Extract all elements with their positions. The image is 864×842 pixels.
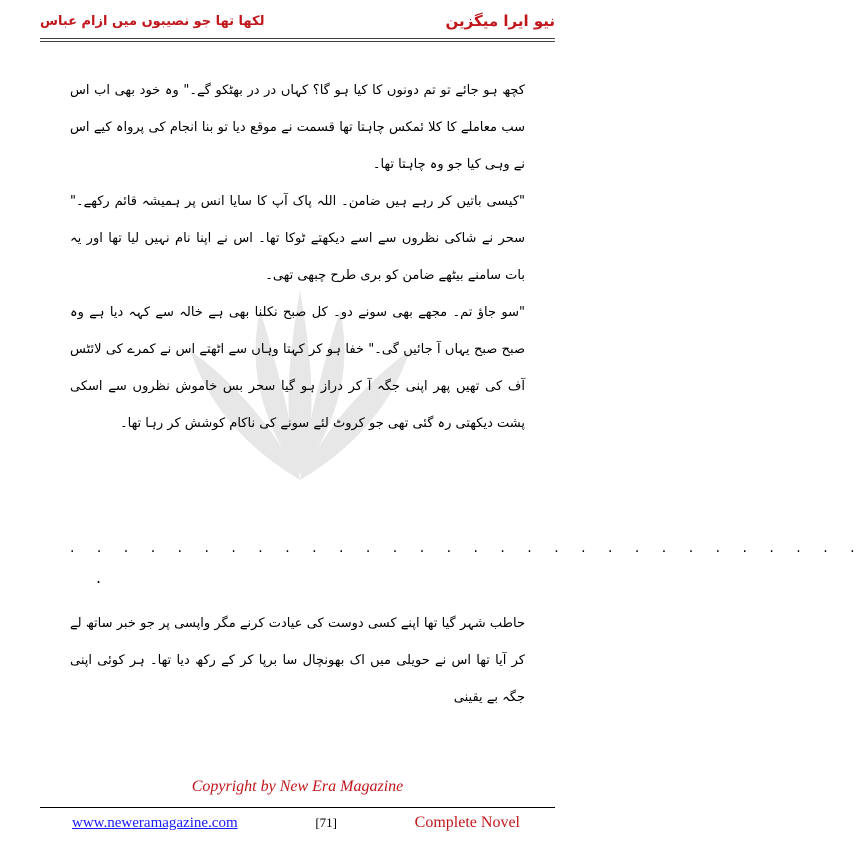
- separator-dot: .: [96, 568, 102, 587]
- header-divider: [40, 38, 555, 42]
- paragraph: حاطب شہر گیا تھا اپنے کسی دوست کی عیادت کرنے مگر واپسی پر جو خبر ساتھ لے کر آیا تھا اس نے حویلی میں اک بھونچال سا برپا کر کے رکھ دیا تھا۔ ہر کوئی اپنی جگہ بے یقینی: [70, 616, 525, 705]
- page-footer: [72, 814, 520, 832]
- footer-divider: [40, 807, 555, 808]
- website-link[interactable]: www.neweramagazine.com: [72, 814, 238, 831]
- paragraph: "کیسی باتیں کر رہے ہیں ضامن۔ اللہ پاک آپ کا سایا انس پر ہمیشہ قائم رکھے۔" سحر نے شاکی نظروں سے اسے دیکھتے ٹوکا تھا۔ اس نے اپنا نام نہیں لیا تھا اور یہ بات سامنے بیٹھے ضامن کو بری طرح چبھی تھی۔: [70, 194, 525, 283]
- section-separator: . . . . . . . . . . . . . . . . . . . . . . . . . . . . . .: [70, 540, 864, 556]
- magazine-name: نیو ایرا میگزین: [445, 12, 555, 30]
- novel-title: لکھا تھا جو نصیبوں میں ازام عباس: [40, 13, 265, 29]
- page-header: [40, 8, 555, 34]
- page-number: [71]: [315, 815, 337, 830]
- body-text: [70, 72, 525, 442]
- paragraph: کچھ ہو جائے تو تم دونوں کا کیا ہو گا؟ کہاں در در بھٹکو گے۔" وہ خود بھی اب اس سب معاملے کا کلا ئمکس چاہتا تھا قسمت نے موقع دیا تو بنا انجام کی پرواہ کیے اس نے وہی کیا جو وہ چاہتا تھا۔: [70, 83, 525, 172]
- paragraph: "سو جاؤ تم۔ مجھے بھی سونے دو۔ کل صبح نکلنا بھی ہے خالہ سے کہہ دیا ہے وہ صبح صبح یہاں آ جائیں گی۔" خفا ہو کر کہتا وہاں سے اٹھتے اس نے کمرے کی لائٹس آف کی تھیں پھر اپنی جگہ آ کر دراز ہو گیا سحر بس خاموش نظروں سے اسکی پشت دیکھتی رہ گئی تھی جو کروٹ لئے سونے کی ناکام کوشش کر رہا تھا۔: [70, 305, 525, 431]
- body-text-continued: [70, 605, 525, 716]
- copyright-notice: Copyright by New Era Magazine: [191, 778, 404, 795]
- footer-label: Complete Novel: [414, 814, 520, 831]
